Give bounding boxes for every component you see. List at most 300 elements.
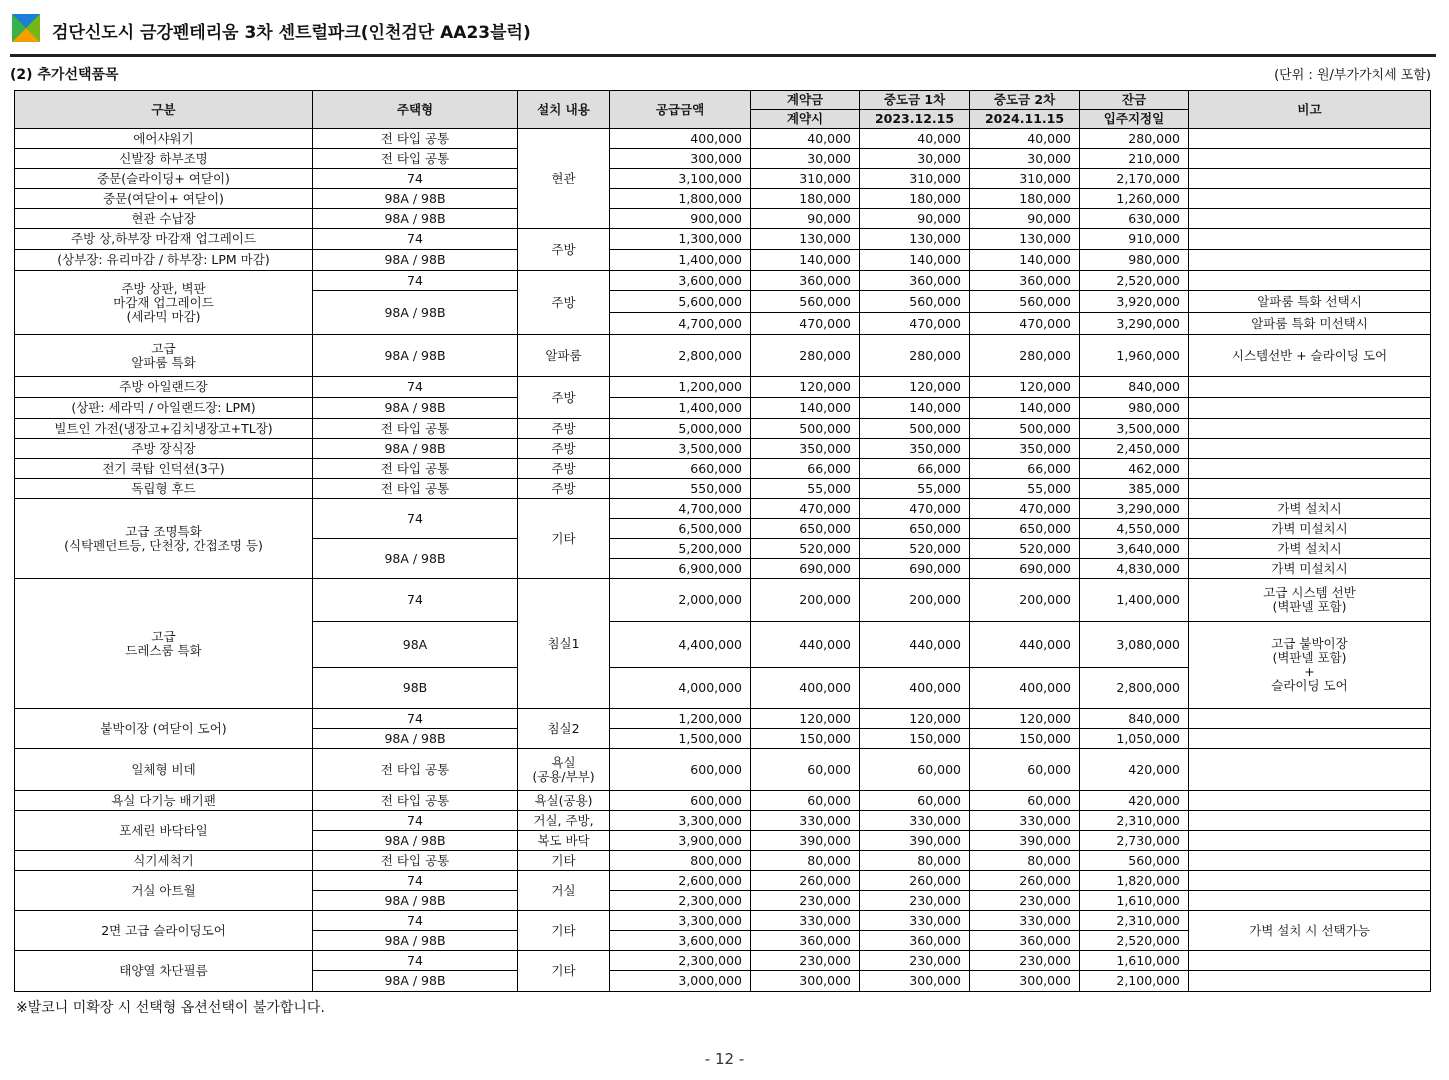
section-title: (2) 추가선택품목 xyxy=(10,67,119,83)
contract-payment-cell: 360,000 xyxy=(751,271,860,291)
mid-payment-2-cell: 230,000 xyxy=(970,951,1080,971)
balance-payment-cell: 980,000 xyxy=(1080,250,1189,271)
remark-cell xyxy=(1189,250,1431,271)
footnote: ※발코니 미확장 시 선택형 옵션선택이 불가합니다. xyxy=(16,1000,325,1016)
mid-payment-1-cell: 230,000 xyxy=(860,951,970,971)
mid-payment-1-cell: 40,000 xyxy=(860,129,970,149)
mid-payment-1-cell: 500,000 xyxy=(860,419,970,439)
table-row xyxy=(15,189,1431,209)
contract-payment-cell: 60,000 xyxy=(751,791,860,811)
supply-price-cell: 3,600,000 xyxy=(610,931,751,951)
table-row xyxy=(15,911,1431,931)
table-row xyxy=(15,271,1431,291)
mid-payment-2-cell: 330,000 xyxy=(970,811,1080,831)
balance-payment-cell: 560,000 xyxy=(1080,851,1189,871)
item-name-cell: 주방 아일랜드장 xyxy=(15,377,313,398)
remark-cell xyxy=(1189,149,1431,169)
supply-price-cell: 1,800,000 xyxy=(610,189,751,209)
mid-payment-2-cell: 130,000 xyxy=(970,229,1080,250)
mid-payment-2-cell: 140,000 xyxy=(970,250,1080,271)
item-name-cell: 신발장 하부조명 xyxy=(15,149,313,169)
supply-price-cell: 6,900,000 xyxy=(610,559,751,579)
housing-type-cell: 98A / 98B xyxy=(313,971,518,992)
mid-payment-2-cell: 90,000 xyxy=(970,209,1080,229)
remark-cell xyxy=(1189,169,1431,189)
balance-payment-cell: 2,520,000 xyxy=(1080,271,1189,291)
housing-type-cell: 98A / 98B xyxy=(313,250,518,271)
housing-type-cell: 98A / 98B xyxy=(313,209,518,229)
balance-payment-cell: 3,640,000 xyxy=(1080,539,1189,559)
item-name-cell: 욕실 다기능 배기팬 xyxy=(15,791,313,811)
contract-payment-cell: 280,000 xyxy=(751,335,860,377)
remark-cell-line: 슬라이딩 도어 xyxy=(1271,678,1348,693)
housing-type-cell: 74 xyxy=(313,911,518,931)
housing-type-cell: 전 타입 공통 xyxy=(313,791,518,811)
supply-price-cell: 400,000 xyxy=(610,129,751,149)
location-cell: 주방 xyxy=(518,229,610,271)
header-category: 구분 xyxy=(15,91,313,129)
contract-payment-cell: 520,000 xyxy=(751,539,860,559)
balance-payment-cell: 910,000 xyxy=(1080,229,1189,250)
supply-price-cell: 1,400,000 xyxy=(610,398,751,419)
mid-payment-1-cell: 140,000 xyxy=(860,250,970,271)
mid-payment-2-cell: 440,000 xyxy=(970,622,1080,668)
mid-payment-2-cell: 66,000 xyxy=(970,459,1080,479)
mid-payment-1-cell: 390,000 xyxy=(860,831,970,851)
remark-cell xyxy=(1189,811,1431,831)
housing-type-cell: 74 xyxy=(313,579,518,622)
mid-payment-1-cell: 140,000 xyxy=(860,398,970,419)
table-row xyxy=(15,250,1431,271)
housing-type-cell: 74 xyxy=(313,229,518,250)
balance-payment-cell: 462,000 xyxy=(1080,459,1189,479)
contract-payment-cell: 120,000 xyxy=(751,377,860,398)
contract-payment-cell: 390,000 xyxy=(751,831,860,851)
item-name-cell-line: (식탁펜던트등, 단천장, 간접조명 등) xyxy=(64,537,263,553)
mid-payment-2-cell: 120,000 xyxy=(970,377,1080,398)
table-row xyxy=(15,791,1431,811)
housing-type-cell: 98A / 98B xyxy=(313,189,518,209)
mid-payment-2-cell: 400,000 xyxy=(970,668,1080,709)
remark-cell: 가벽 설치시 xyxy=(1189,539,1431,559)
supply-price-cell: 1,400,000 xyxy=(610,250,751,271)
item-name-cell-line: 알파룸 특화 xyxy=(131,354,196,370)
balance-payment-cell: 1,820,000 xyxy=(1080,871,1189,891)
table-row xyxy=(15,129,1431,149)
mid-payment-1-cell: 350,000 xyxy=(860,439,970,459)
housing-type-cell: 98A / 98B xyxy=(313,439,518,459)
contract-payment-cell: 330,000 xyxy=(751,811,860,831)
housing-type-cell: 98A / 98B xyxy=(313,398,518,419)
mid-payment-1-cell: 230,000 xyxy=(860,891,970,911)
remark-cell xyxy=(1189,729,1431,749)
location-cell: 거실 xyxy=(518,871,610,911)
item-name-cell: 포세린 바닥타일 xyxy=(15,811,313,851)
page-number: - 12 - xyxy=(704,1050,745,1068)
supply-price-cell: 2,000,000 xyxy=(610,579,751,622)
housing-type-cell: 98A / 98B xyxy=(313,335,518,377)
supply-price-cell: 2,300,000 xyxy=(610,951,751,971)
supply-price-cell: 600,000 xyxy=(610,749,751,791)
mid-payment-2-cell: 120,000 xyxy=(970,709,1080,729)
item-name-cell: 현관 수납장 xyxy=(15,209,313,229)
supply-price-cell: 3,300,000 xyxy=(610,911,751,931)
mid-payment-2-cell: 300,000 xyxy=(970,971,1080,992)
item-name-cell: 태양열 차단필름 xyxy=(15,951,313,992)
balance-payment-cell: 4,550,000 xyxy=(1080,519,1189,539)
remark-cell xyxy=(1189,129,1431,149)
table-row xyxy=(15,871,1431,891)
housing-type-cell: 98A / 98B xyxy=(313,539,518,579)
housing-type-cell: 74 xyxy=(313,951,518,971)
table-row xyxy=(15,419,1431,439)
balance-payment-cell: 1,400,000 xyxy=(1080,579,1189,622)
table-row xyxy=(15,749,1431,791)
location-cell: 기타 xyxy=(518,851,610,871)
location-cell-line: (공용/부부) xyxy=(532,768,595,784)
balance-payment-cell: 1,050,000 xyxy=(1080,729,1189,749)
mid-payment-1-cell: 470,000 xyxy=(860,313,970,335)
mid-payment-1-cell: 360,000 xyxy=(860,271,970,291)
item-name-cell: (상부장: 유리마감 / 하부장: LPM 마감) xyxy=(15,250,313,271)
contract-payment-cell: 350,000 xyxy=(751,439,860,459)
supply-price-cell: 4,400,000 xyxy=(610,622,751,668)
mid-payment-1-cell: 200,000 xyxy=(860,579,970,622)
header-balance: 잔금 xyxy=(1080,91,1189,110)
contract-payment-cell: 140,000 xyxy=(751,398,860,419)
table-row xyxy=(15,811,1431,831)
contract-payment-cell: 470,000 xyxy=(751,499,860,519)
balance-payment-cell: 2,730,000 xyxy=(1080,831,1189,851)
housing-type-cell: 74 xyxy=(313,169,518,189)
header-location: 설치 내용 xyxy=(518,91,610,129)
table-row xyxy=(15,851,1431,871)
item-name-cell: 주방 상,하부장 마감재 업그레이드 xyxy=(15,229,313,250)
contract-payment-cell: 60,000 xyxy=(751,749,860,791)
mid-payment-2-cell: 350,000 xyxy=(970,439,1080,459)
remark-cell: 알파룸 특화 선택시 xyxy=(1189,291,1431,313)
table-row xyxy=(15,709,1431,729)
location-cell: 알파룸 xyxy=(518,335,610,377)
header-mid2-date: 2024.11.15 xyxy=(970,110,1080,129)
remark-cell-line: (벽판넬 포함) xyxy=(1272,599,1347,614)
contract-payment-cell: 30,000 xyxy=(751,149,860,169)
remark-cell xyxy=(1189,749,1431,791)
housing-type-cell: 74 xyxy=(313,271,518,291)
mid-payment-1-cell: 80,000 xyxy=(860,851,970,871)
location-cell: 욕실(공용) xyxy=(518,791,610,811)
remark-cell xyxy=(1189,622,1431,709)
balance-payment-cell: 630,000 xyxy=(1080,209,1189,229)
item-name-cell: 빌트인 가전(냉장고+김치냉장고+TL장) xyxy=(15,419,313,439)
logo-icon xyxy=(12,14,40,42)
mid-payment-2-cell: 560,000 xyxy=(970,291,1080,313)
balance-payment-cell: 1,960,000 xyxy=(1080,335,1189,377)
supply-price-cell: 900,000 xyxy=(610,209,751,229)
remark-cell xyxy=(1189,209,1431,229)
mid-payment-1-cell: 300,000 xyxy=(860,971,970,992)
remark-cell: 알파룸 특화 미선택시 xyxy=(1189,313,1431,335)
contract-payment-cell: 500,000 xyxy=(751,419,860,439)
header-balance-sub: 입주지정일 xyxy=(1080,110,1189,129)
location-cell: 주방 xyxy=(518,377,610,419)
mid-payment-1-cell: 400,000 xyxy=(860,668,970,709)
mid-payment-2-cell: 650,000 xyxy=(970,519,1080,539)
supply-price-cell: 2,300,000 xyxy=(610,891,751,911)
supply-price-cell: 3,300,000 xyxy=(610,811,751,831)
mid-payment-2-cell: 230,000 xyxy=(970,891,1080,911)
remark-cell xyxy=(1189,709,1431,729)
mid-payment-1-cell: 520,000 xyxy=(860,539,970,559)
header-housing-type: 주택형 xyxy=(313,91,518,129)
item-name-cell: 거실 아트월 xyxy=(15,871,313,911)
housing-type-cell: 98A xyxy=(313,622,518,668)
balance-payment-cell: 3,290,000 xyxy=(1080,313,1189,335)
mid-payment-1-cell: 560,000 xyxy=(860,291,970,313)
supply-price-cell: 4,000,000 xyxy=(610,668,751,709)
mid-payment-1-cell: 90,000 xyxy=(860,209,970,229)
mid-payment-1-cell: 30,000 xyxy=(860,149,970,169)
mid-payment-1-cell: 55,000 xyxy=(860,479,970,499)
remark-cell xyxy=(1189,951,1431,971)
mid-payment-2-cell: 140,000 xyxy=(970,398,1080,419)
table-row xyxy=(15,951,1431,971)
mid-payment-2-cell: 390,000 xyxy=(970,831,1080,851)
supply-price-cell: 5,200,000 xyxy=(610,539,751,559)
header-contract-sub: 계약시 xyxy=(751,110,860,129)
housing-type-cell: 98A / 98B xyxy=(313,729,518,749)
housing-type-cell: 98A / 98B xyxy=(313,291,518,335)
contract-payment-cell: 200,000 xyxy=(751,579,860,622)
mid-payment-2-cell: 280,000 xyxy=(970,335,1080,377)
item-name-cell-line: 고급 xyxy=(151,628,176,644)
supply-price-cell: 660,000 xyxy=(610,459,751,479)
housing-type-cell: 전 타입 공통 xyxy=(313,149,518,169)
mid-payment-2-cell: 30,000 xyxy=(970,149,1080,169)
mid-payment-2-cell: 310,000 xyxy=(970,169,1080,189)
contract-payment-cell: 150,000 xyxy=(751,729,860,749)
supply-price-cell: 550,000 xyxy=(610,479,751,499)
location-cell: 침실1 xyxy=(518,579,610,709)
mid-payment-1-cell: 690,000 xyxy=(860,559,970,579)
housing-type-cell: 전 타입 공통 xyxy=(313,419,518,439)
item-name-cell: 독립형 후드 xyxy=(15,479,313,499)
mid-payment-2-cell: 260,000 xyxy=(970,871,1080,891)
remark-cell-line: 고급 붙박이장 xyxy=(1271,636,1348,651)
remark-cell: 가벽 미설치시 xyxy=(1189,519,1431,539)
location-cell: 주방 xyxy=(518,459,610,479)
remark-cell xyxy=(1189,398,1431,419)
housing-type-cell: 74 xyxy=(313,377,518,398)
contract-payment-cell: 66,000 xyxy=(751,459,860,479)
remark-cell xyxy=(1189,971,1431,992)
mid-payment-1-cell: 330,000 xyxy=(860,811,970,831)
table-row xyxy=(15,398,1431,419)
location-cell: 현관 xyxy=(518,129,610,229)
item-name-cell-line: 고급 조명특화 xyxy=(125,523,202,539)
remark-cell: 가벽 미설치시 xyxy=(1189,559,1431,579)
housing-type-cell: 74 xyxy=(313,709,518,729)
item-name-cell-line: (세라믹 마감) xyxy=(126,308,201,324)
location-cell: 주방 xyxy=(518,419,610,439)
supply-price-cell: 3,500,000 xyxy=(610,439,751,459)
header-contract: 계약금 xyxy=(751,91,860,110)
mid-payment-1-cell: 130,000 xyxy=(860,229,970,250)
mid-payment-1-cell: 310,000 xyxy=(860,169,970,189)
contract-payment-cell: 230,000 xyxy=(751,951,860,971)
balance-payment-cell: 980,000 xyxy=(1080,398,1189,419)
location-cell-line: 욕실 xyxy=(551,754,576,770)
mid-payment-2-cell: 60,000 xyxy=(970,791,1080,811)
balance-payment-cell: 3,920,000 xyxy=(1080,291,1189,313)
contract-payment-cell: 260,000 xyxy=(751,871,860,891)
contract-payment-cell: 650,000 xyxy=(751,519,860,539)
remark-cell xyxy=(1189,271,1431,291)
balance-payment-cell: 2,800,000 xyxy=(1080,668,1189,709)
balance-payment-cell: 420,000 xyxy=(1080,791,1189,811)
item-name-cell-line: 드레스룸 특화 xyxy=(125,642,202,658)
item-name-cell xyxy=(15,271,313,335)
remark-cell-line: + xyxy=(1304,664,1315,679)
supply-price-cell: 600,000 xyxy=(610,791,751,811)
mid-payment-1-cell: 120,000 xyxy=(860,377,970,398)
supply-price-cell: 3,600,000 xyxy=(610,271,751,291)
supply-price-cell: 3,000,000 xyxy=(610,971,751,992)
housing-type-cell: 98A / 98B xyxy=(313,931,518,951)
contract-payment-cell: 400,000 xyxy=(751,668,860,709)
supply-price-cell: 3,100,000 xyxy=(610,169,751,189)
housing-type-cell: 98A / 98B xyxy=(313,831,518,851)
remark-cell xyxy=(1189,479,1431,499)
location-cell: 주방 xyxy=(518,439,610,459)
supply-price-cell: 6,500,000 xyxy=(610,519,751,539)
supply-price-cell: 800,000 xyxy=(610,851,751,871)
balance-payment-cell: 2,170,000 xyxy=(1080,169,1189,189)
housing-type-cell: 74 xyxy=(313,499,518,539)
table-row xyxy=(15,459,1431,479)
supply-price-cell: 2,800,000 xyxy=(610,335,751,377)
balance-payment-cell: 385,000 xyxy=(1080,479,1189,499)
contract-payment-cell: 140,000 xyxy=(751,250,860,271)
remark-cell xyxy=(1189,189,1431,209)
supply-price-cell: 5,600,000 xyxy=(610,291,751,313)
balance-payment-cell: 2,310,000 xyxy=(1080,911,1189,931)
balance-payment-cell: 840,000 xyxy=(1080,709,1189,729)
remark-cell xyxy=(1189,229,1431,250)
mid-payment-2-cell: 470,000 xyxy=(970,313,1080,335)
mid-payment-2-cell: 520,000 xyxy=(970,539,1080,559)
remark-cell xyxy=(1189,871,1431,891)
option-price-table xyxy=(14,90,1431,992)
housing-type-cell: 전 타입 공통 xyxy=(313,479,518,499)
table-row xyxy=(15,209,1431,229)
remark-cell: 시스템선반 + 슬라이딩 도어 xyxy=(1189,335,1431,377)
location-cell: 주방 xyxy=(518,271,610,335)
document-header xyxy=(10,8,1436,57)
contract-payment-cell: 55,000 xyxy=(751,479,860,499)
contract-payment-cell: 560,000 xyxy=(751,291,860,313)
remark-cell xyxy=(1189,891,1431,911)
mid-payment-2-cell: 360,000 xyxy=(970,931,1080,951)
supply-price-cell: 4,700,000 xyxy=(610,499,751,519)
mid-payment-1-cell: 650,000 xyxy=(860,519,970,539)
remark-cell xyxy=(1189,419,1431,439)
location-cell: 복도 바닥 xyxy=(518,831,610,851)
housing-type-cell: 전 타입 공통 xyxy=(313,749,518,791)
mid-payment-1-cell: 360,000 xyxy=(860,931,970,951)
housing-type-cell: 98A / 98B xyxy=(313,891,518,911)
header-mid2: 중도금 2차 xyxy=(970,91,1080,110)
location-cell: 거실, 주방, xyxy=(518,811,610,831)
mid-payment-2-cell: 500,000 xyxy=(970,419,1080,439)
housing-type-cell: 98B xyxy=(313,668,518,709)
remark-cell xyxy=(1189,579,1431,622)
item-name-cell-line: 고급 xyxy=(151,340,176,356)
table-row xyxy=(15,335,1431,377)
balance-payment-cell: 840,000 xyxy=(1080,377,1189,398)
table-row xyxy=(15,499,1431,519)
balance-payment-cell: 420,000 xyxy=(1080,749,1189,791)
mid-payment-1-cell: 66,000 xyxy=(860,459,970,479)
item-name-cell-line: 마감재 업그레이드 xyxy=(113,294,214,310)
mid-payment-2-cell: 200,000 xyxy=(970,579,1080,622)
item-name-cell: 에어샤워기 xyxy=(15,129,313,149)
supply-price-cell: 1,300,000 xyxy=(610,229,751,250)
contract-payment-cell: 40,000 xyxy=(751,129,860,149)
location-cell: 주방 xyxy=(518,479,610,499)
item-name-cell: 2면 고급 슬라이딩도어 xyxy=(15,911,313,951)
balance-payment-cell: 3,080,000 xyxy=(1080,622,1189,668)
item-name-cell: 주방 장식장 xyxy=(15,439,313,459)
mid-payment-2-cell: 360,000 xyxy=(970,271,1080,291)
location-cell: 기타 xyxy=(518,911,610,951)
table-row xyxy=(15,169,1431,189)
remark-cell xyxy=(1189,831,1431,851)
location-cell xyxy=(518,749,610,791)
housing-type-cell: 74 xyxy=(313,871,518,891)
mid-payment-2-cell: 330,000 xyxy=(970,911,1080,931)
mid-payment-2-cell: 180,000 xyxy=(970,189,1080,209)
contract-payment-cell: 80,000 xyxy=(751,851,860,871)
remark-cell-line: (벽판넬 포함) xyxy=(1272,650,1347,665)
location-cell: 침실2 xyxy=(518,709,610,749)
mid-payment-2-cell: 470,000 xyxy=(970,499,1080,519)
mid-payment-1-cell: 440,000 xyxy=(860,622,970,668)
contract-payment-cell: 130,000 xyxy=(751,229,860,250)
remark-cell xyxy=(1189,439,1431,459)
supply-price-cell: 1,200,000 xyxy=(610,709,751,729)
supply-price-cell: 1,500,000 xyxy=(610,729,751,749)
mid-payment-2-cell: 80,000 xyxy=(970,851,1080,871)
table-header-row xyxy=(15,91,1431,110)
balance-payment-cell: 1,260,000 xyxy=(1080,189,1189,209)
contract-payment-cell: 330,000 xyxy=(751,911,860,931)
item-name-cell: 중문(슬라이딩+ 여닫이) xyxy=(15,169,313,189)
mid-payment-2-cell: 40,000 xyxy=(970,129,1080,149)
unit-note: (단위 : 원/부가가치세 포함) xyxy=(1274,68,1431,83)
supply-price-cell: 300,000 xyxy=(610,149,751,169)
item-name-cell xyxy=(15,579,313,709)
item-name-cell: (상판: 세라믹 / 아일랜드장: LPM) xyxy=(15,398,313,419)
balance-payment-cell: 2,450,000 xyxy=(1080,439,1189,459)
mid-payment-2-cell: 55,000 xyxy=(970,479,1080,499)
item-name-cell-line: 주방 상판, 벽판 xyxy=(121,280,206,296)
item-name-cell: 일체형 비데 xyxy=(15,749,313,791)
remark-cell xyxy=(1189,791,1431,811)
balance-payment-cell: 2,310,000 xyxy=(1080,811,1189,831)
header-mid1-date: 2023.12.15 xyxy=(860,110,970,129)
item-name-cell xyxy=(15,335,313,377)
